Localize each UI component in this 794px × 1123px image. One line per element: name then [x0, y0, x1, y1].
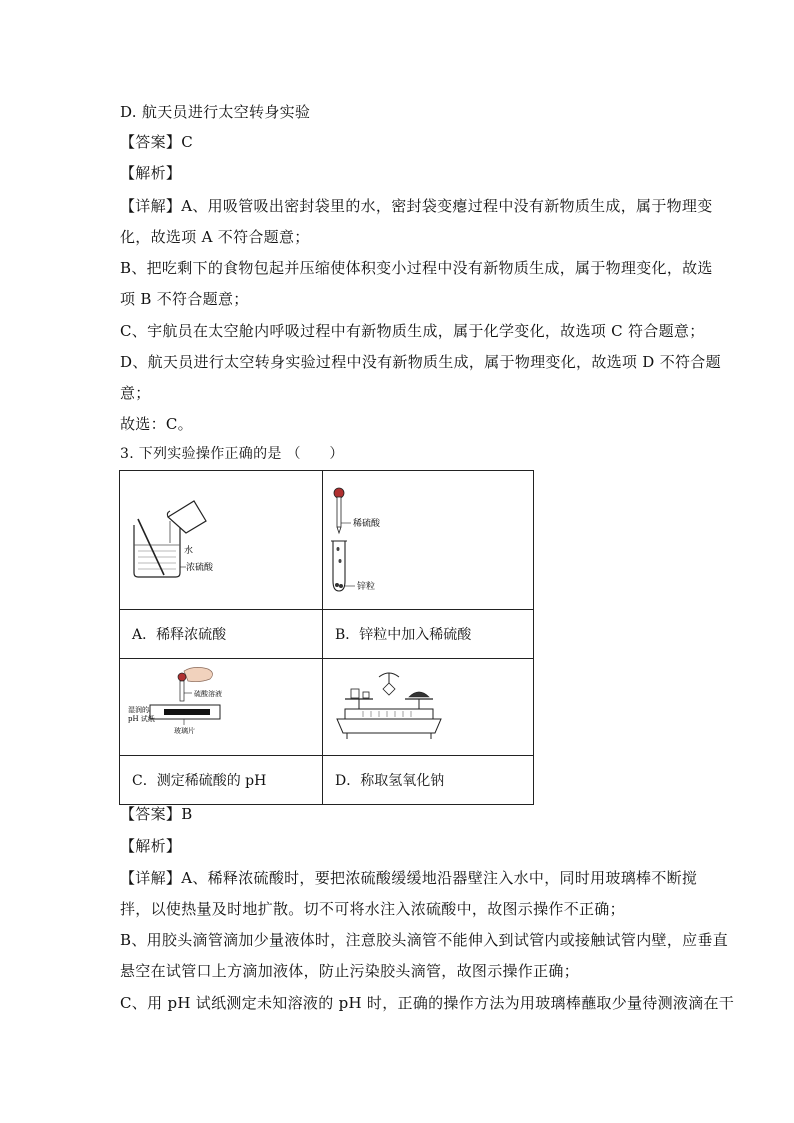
option-d: D．称取氢氧化钠: [323, 756, 534, 805]
label-wet-1: 湿润的: [128, 706, 149, 714]
option-a: A．稀释浓硫酸: [120, 610, 323, 659]
detail-line-3: B、用胶头滴管滴加少量液体时，注意胶头滴管不能伸入到试管内或接触试管内壁，应垂直: [120, 931, 729, 949]
label-zinc: 锌粒: [357, 582, 376, 592]
text-line-6: B、把吃剩下的食物包起并压缩使体积变小过程中没有新物质生成，属于物理变化，故选: [120, 259, 713, 277]
label-glass-plate: 玻璃片: [174, 727, 195, 735]
beaker-dilution-figure: [120, 471, 310, 605]
text-line-7: 项 B 不符合题意；: [120, 290, 249, 308]
label-acid-solution: 硫酸溶液: [194, 690, 222, 698]
text-line-4: 【详解】A、用吸管吸出密封袋里的水，密封袋变瘪过程中没有新物质生成，属于物理变: [120, 197, 713, 215]
text-line-11: 故选：C。: [120, 415, 193, 433]
detail-line-4: 悬空在试管口上方滴加液体，防止污染胶头滴管，故图示操作正确；: [120, 962, 580, 980]
option-c: C．测定稀硫酸的 pH: [120, 756, 323, 805]
text-line-8: C、宇航员在太空舱内呼吸过程中有新物质生成，属于化学变化，故选项 C 符合题意；: [120, 322, 705, 340]
text-line-5: 化，故选项 A 不符合题意；: [120, 228, 310, 246]
answer-label-2: 【答案】B: [120, 805, 193, 823]
answer-label: 【答案】C: [120, 133, 193, 151]
text-line-9: D、航天员进行太空转身实验过程中没有新物质生成，属于物理变化，故选项 D 不符合题: [120, 353, 721, 371]
figure-c-cell: [120, 659, 323, 756]
label-wet-2: pH 试纸: [128, 715, 155, 723]
figure-b-cell: [323, 471, 534, 610]
detail-line-2: 拌，以使热量及时地扩散。切不可将水注入浓硫酸中，故图示操作不正确；: [120, 900, 625, 918]
detail-line-1: 【详解】A、稀释浓硫酸时，要把浓硫酸缓缓地沿器壁注入水中，同时用玻璃棒不断搅: [120, 869, 698, 887]
option-b: B．锌粒中加入稀硫酸: [323, 610, 534, 659]
analysis-label-2: 【解析】: [120, 837, 182, 855]
detail-line-5: C、用 pH 试纸测定未知溶液的 pH 时，正确的操作方法为用玻璃棒蘸取少量待测液滴在干: [120, 994, 735, 1012]
text-line-10: 意；: [120, 384, 151, 402]
question-3: 3. 下列实验操作正确的是 （ ）: [120, 446, 344, 462]
label-dilute-acid: 稀硫酸: [353, 519, 381, 529]
text-line-1: D. 航天员进行太空转身实验: [120, 103, 311, 121]
label-water: 水: [184, 546, 194, 556]
dropper-figure: [323, 471, 521, 605]
label-conc-acid: 浓硫酸: [186, 563, 214, 573]
ph-test-figure: [120, 659, 310, 751]
balance-figure: [323, 659, 521, 751]
figure-a-cell: [120, 471, 323, 610]
figure-d-cell: [323, 659, 534, 756]
analysis-label: 【解析】: [120, 164, 182, 182]
options-table: [119, 470, 534, 805]
